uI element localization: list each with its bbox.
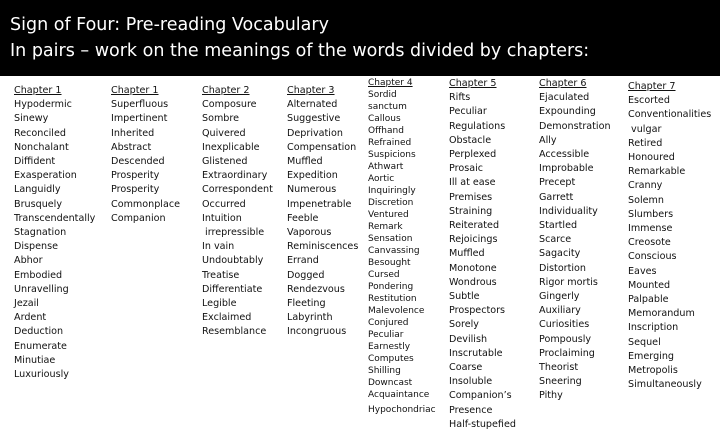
vocab-word: Immense — [628, 223, 673, 235]
vocab-word: Rifts — [449, 92, 471, 104]
vocab-column — [202, 82, 273, 340]
vocab-word: Correspondent — [202, 184, 273, 196]
vocab-word: Individuality — [539, 205, 598, 217]
vocab-word: Honoured — [628, 152, 675, 164]
word-list — [202, 98, 273, 339]
vocab-column — [449, 75, 516, 432]
vocab-word: Perplexed — [449, 149, 497, 161]
chapter-heading: Chapter 1 — [14, 85, 62, 96]
vocab-word: Errand — [287, 255, 319, 267]
vocab-word: Restitution — [368, 294, 417, 304]
vocab-word: Impertinent — [111, 113, 168, 125]
word-list — [111, 98, 180, 226]
vocab-word: Regulations — [449, 120, 506, 132]
word-list — [449, 91, 516, 432]
vocab-word: Embodied — [14, 269, 63, 281]
vocab-word: Dogged — [287, 269, 325, 281]
vocab-word: Ejaculated — [539, 92, 590, 104]
vocab-word: Alternated — [287, 99, 338, 111]
vocab-word: Sensation — [368, 234, 413, 244]
vocab-word: Companion’s — [449, 390, 512, 402]
vocab-word: Remarkable — [628, 166, 686, 178]
vocab-word: Computes — [368, 354, 414, 364]
vocab-word: In vain — [202, 241, 235, 253]
vocab-word: Prosperity — [111, 184, 160, 196]
vocab-word: Hypochondriac — [368, 405, 436, 415]
vocab-word: Extraordinary — [202, 170, 268, 182]
title-banner — [0, 0, 720, 76]
vocab-word: Intuition — [202, 212, 242, 224]
vocab-word: Vaporous — [287, 227, 332, 239]
vocab-word: Expedition — [287, 170, 338, 182]
vocab-word: Commonplace — [111, 198, 181, 210]
vocab-word: Jezail — [14, 298, 39, 310]
vocab-word: Obstacle — [449, 134, 492, 146]
vocab-word: Deprivation — [287, 127, 343, 139]
vocab-word: Reminiscences — [287, 241, 359, 253]
vocab-word: Wondrous — [449, 276, 497, 288]
vocab-word: Peculiar — [368, 330, 404, 340]
vocab-word: Feeble — [287, 212, 319, 224]
vocab-word: Auxiliary — [539, 305, 581, 317]
vocab-word: Distortion — [539, 262, 587, 274]
vocab-word: Companion — [111, 212, 166, 224]
vocab-word: Glistened — [202, 156, 248, 168]
vocab-word: Coarse — [449, 362, 483, 374]
vocab-word: Remark — [368, 222, 403, 232]
vocab-word: Theorist — [539, 362, 579, 374]
vocab-word: Devilish — [449, 333, 488, 345]
vocab-word: Eaves — [628, 265, 657, 277]
vocab-word: Simultaneously — [628, 379, 702, 391]
vocab-word: Insoluble — [449, 376, 493, 388]
vocab-column — [14, 82, 95, 382]
vocab-word: Gingerly — [539, 291, 580, 303]
vocab-word: Sagacity — [539, 248, 581, 260]
vocab-word: Discretion — [368, 198, 414, 208]
vocab-word: Straining — [449, 205, 493, 217]
vocab-word: Metropolis — [628, 365, 678, 377]
vocab-word: Prosperity — [111, 170, 160, 182]
vocab-column — [628, 78, 711, 392]
vocab-word: Rigor mortis — [539, 276, 598, 288]
vocab-word: Composure — [202, 99, 257, 111]
vocab-word: Exasperation — [14, 170, 77, 182]
vocab-word: Dispense — [14, 241, 59, 253]
vocab-word: Languidly — [14, 184, 61, 196]
vocab-word: Quivered — [202, 127, 246, 139]
vocab-word: Memorandum — [628, 308, 695, 320]
vocab-word: Sordid — [368, 90, 397, 100]
vocab-word: Brusquely — [14, 198, 63, 210]
vocab-word: Muffled — [449, 248, 485, 260]
chapter-heading: Chapter 7 — [628, 81, 676, 92]
vocab-word: Downcast — [368, 378, 413, 388]
vocab-word: Abstract — [111, 141, 152, 153]
vocab-word: Suspicions — [368, 150, 416, 160]
vocab-word: Peculiar — [449, 106, 487, 118]
vocab-word: Inscription — [628, 322, 679, 334]
vocab-word: Escorted — [628, 95, 670, 107]
vocab-word: Retired — [628, 137, 663, 149]
vocab-word: Differentiate — [202, 283, 263, 295]
vocab-word: Accessible — [539, 149, 590, 161]
chapter-heading: Chapter 4 — [368, 78, 413, 88]
vocab-word: Aortic — [368, 174, 395, 184]
vocab-word: Stagnation — [14, 227, 67, 239]
vocab-word: Hypodermic — [14, 99, 72, 111]
vocab-word: Conjured — [368, 318, 409, 328]
vocab-word: Undoubtably — [202, 255, 264, 267]
vocab-word: Cursed — [368, 270, 400, 280]
vocab-word: Luxuriously — [14, 369, 69, 381]
vocab-word: Solemn — [628, 194, 664, 206]
vocab-column — [368, 77, 436, 416]
vocab-word: Sneering — [539, 376, 582, 388]
vocab-word: Abhor — [14, 255, 43, 267]
vocab-word: Resemblance — [202, 326, 267, 338]
vocab-word: Suggestive — [287, 113, 341, 125]
vocab-column — [287, 82, 358, 340]
vocab-word: Impenetrable — [287, 198, 352, 210]
vocab-word: Legible — [202, 298, 237, 310]
vocab-word: Ill at ease — [449, 177, 496, 189]
vocab-word: Rendezvous — [287, 283, 345, 295]
vocab-word: Cranny — [628, 180, 663, 192]
vocab-word: Descended — [111, 156, 165, 168]
vocab-word: Emerging — [628, 350, 675, 362]
vocab-word: Proclaiming — [539, 347, 595, 359]
vocab-word: Athwart — [368, 162, 404, 172]
vocab-word: Treatise — [202, 269, 240, 281]
chapter-heading: Chapter 6 — [539, 78, 587, 89]
vocab-word: Muffled — [287, 156, 323, 168]
vocab-word: Sorely — [449, 319, 479, 331]
vocab-word: Malevolence — [368, 306, 425, 316]
vocab-word: Precept — [539, 177, 576, 189]
vocab-word: Scarce — [539, 234, 572, 246]
chapter-heading: Chapter 2 — [202, 85, 250, 96]
vocab-word: Prosaic — [449, 163, 484, 175]
vocab-word: Sequel — [628, 336, 661, 348]
vocab-word: Sinewy — [14, 113, 49, 125]
word-list — [539, 91, 611, 403]
vocab-word: Compensation — [287, 141, 357, 153]
vocab-word: Sombre — [202, 113, 240, 125]
vocab-word: Palpable — [628, 294, 669, 306]
vocab-word: Mounted — [628, 279, 671, 291]
slide-instructions: In pairs – work on the meanings of the words divided by chapters: — [10, 41, 590, 61]
vocab-word: Improbable — [539, 163, 594, 175]
vocab-word: Monotone — [449, 262, 497, 274]
vocab-column — [539, 75, 611, 404]
vocab-word: Pompously — [539, 333, 592, 345]
vocab-word: Demonstration — [539, 120, 611, 132]
vocab-word: Inexplicable — [202, 141, 260, 153]
vocab-word: Conscious — [628, 251, 677, 263]
vocab-word: Startled — [539, 220, 578, 232]
vocab-word: Diffident — [14, 156, 56, 168]
vocab-word: Labyrinth — [287, 312, 333, 324]
vocab-word: Rejoicings — [449, 234, 498, 246]
vocab-word: Prospectors — [449, 305, 506, 317]
vocab-word: Premises — [449, 191, 493, 203]
vocab-word: Minutiae — [14, 354, 56, 366]
vocab-word: Ally — [539, 134, 557, 146]
vocab-word: Refrained — [368, 138, 412, 148]
word-list — [14, 98, 95, 382]
vocab-word: Creosote — [628, 237, 671, 249]
word-list — [628, 94, 711, 392]
slide-title: Sign of Four: Pre-reading Vocabulary — [10, 15, 329, 35]
vocab-word: Conventionalities — [628, 109, 712, 121]
vocab-word: Superfluous — [111, 99, 169, 111]
vocab-word: irrepressible — [202, 227, 265, 239]
chapter-heading: Chapter 1 — [111, 85, 159, 96]
vocab-word: Fleeting — [287, 298, 326, 310]
vocab-word: Nonchalant — [14, 141, 69, 153]
vocab-word: Earnestly — [368, 342, 411, 352]
vocab-word: Inherited — [111, 127, 155, 139]
vocab-word: Occurred — [202, 198, 246, 210]
vocab-word: Inscrutable — [449, 347, 503, 359]
vocab-word: Incongruous — [287, 326, 347, 338]
vocab-word: Expounding — [539, 106, 596, 118]
vocab-word: Enumerate — [14, 340, 67, 352]
vocab-word: Inquiringly — [368, 186, 416, 196]
word-list — [287, 98, 358, 339]
vocab-word: Exclaimed — [202, 312, 252, 324]
vocab-word: Pithy — [539, 390, 563, 402]
vocab-word: Garrett — [539, 191, 574, 203]
vocab-word: Presence — [449, 404, 493, 416]
vocab-word: Half-stupefied — [449, 418, 516, 430]
vocab-word: Pondering — [368, 282, 414, 292]
vocab-word: Subtle — [449, 291, 480, 303]
vocab-word: Reiterated — [449, 220, 500, 232]
vocab-word: Numerous — [287, 184, 337, 196]
vocab-word: Callous — [368, 114, 401, 124]
word-list — [368, 89, 436, 401]
chapter-heading: Chapter 3 — [287, 85, 335, 96]
vocab-word: Deduction — [14, 326, 64, 338]
vocab-word: sanctum — [368, 102, 407, 112]
vocab-word: Ardent — [14, 312, 47, 324]
chapter-heading: Chapter 5 — [449, 78, 497, 89]
vocab-word: Besought — [368, 258, 411, 268]
vocab-word: Curiosities — [539, 319, 590, 331]
vocab-word: Shilling — [368, 366, 401, 376]
vocab-word: Offhand — [368, 126, 404, 136]
vocab-word: Ventured — [368, 210, 409, 220]
vocab-word: Transcendentally — [14, 212, 96, 224]
vocab-word: Slumbers — [628, 208, 674, 220]
vocab-word: Canvassing — [368, 246, 420, 256]
vocab-word: Unravelling — [14, 283, 69, 295]
vocab-word: Acquaintance — [368, 390, 430, 400]
vocab-word: vulgar — [628, 123, 662, 135]
vocab-column — [111, 82, 180, 226]
vocab-word: Reconciled — [14, 127, 66, 139]
